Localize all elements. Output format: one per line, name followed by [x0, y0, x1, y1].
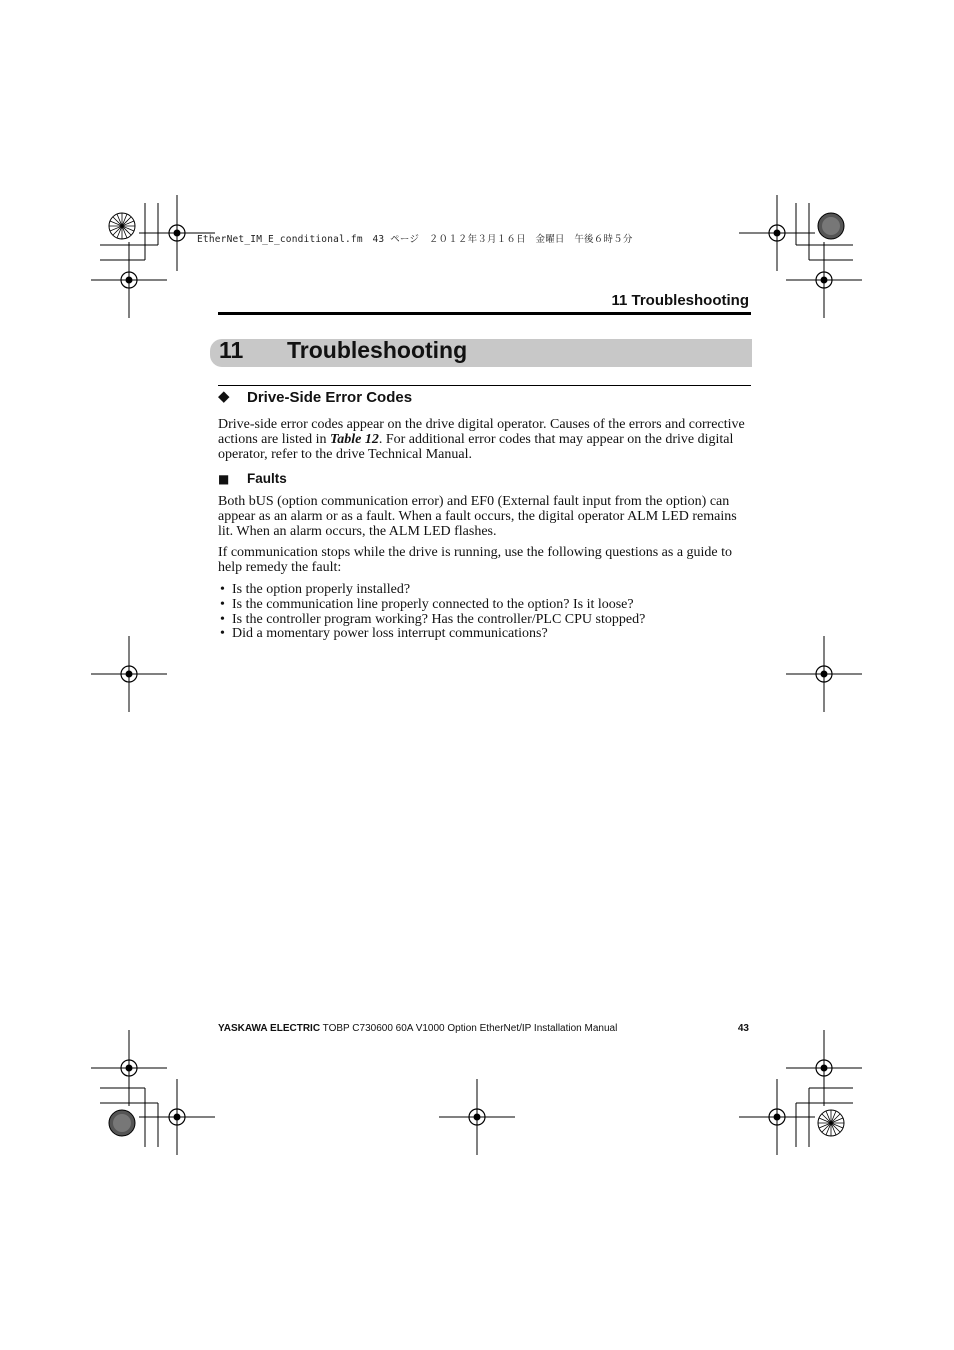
registration-sun-icon — [818, 1110, 844, 1136]
crosshair-icon — [91, 1030, 167, 1106]
intro-paragraph: Drive-side error codes appear on the drive digital operator. Causes of the errors and corrective actions are listed in Table 12. For additional error codes that may appear on the drive digital operator, refer to the drive Technical Manual. — [218, 417, 745, 462]
registration-sun-icon — [109, 213, 135, 239]
section-rule — [218, 385, 751, 386]
crosshair-icon — [139, 1079, 215, 1155]
guide-paragraph: If communication stops while the drive is running, use the following questions as a guide to help remedy the fault: — [218, 545, 733, 575]
header-rule — [218, 312, 751, 315]
chapter-title: Troubleshooting — [287, 337, 468, 363]
list-item: • Is the option properly installed? — [220, 582, 411, 597]
crosshair-icon — [739, 195, 815, 271]
footer-text — [218, 1023, 617, 1034]
crosshair-icon — [786, 636, 862, 712]
table-reference: Table 12 — [329, 431, 379, 447]
crosshair-icon — [91, 636, 167, 712]
crosshair-icon — [786, 1030, 862, 1106]
crosshair-icon — [739, 1079, 815, 1155]
registration-dark-icon — [818, 213, 844, 239]
registration-dark-icon — [109, 1110, 135, 1136]
crosshair-icon — [786, 242, 862, 318]
chapter-number: 11 — [219, 337, 244, 363]
list-item: • Did a momentary power loss interrupt communications? — [220, 626, 548, 642]
faults-paragraph: Both bUS (option communication error) and EF0 (External fault input from the option) can appear as an alarm or as a fault. When a fault occurs, the digital operator ALM LED remains lit. When an alarm occurs, the ALM LED flashes. — [218, 494, 737, 539]
footer-brand: YASKAWA ELECTRIC — [218, 1023, 321, 1034]
diamond-bullet-icon: ◆ — [218, 387, 230, 405]
square-bullet-icon: ■ — [218, 472, 230, 486]
page-number: 43 — [737, 1023, 749, 1034]
running-header: 11 Troubleshooting — [611, 292, 749, 309]
question-list — [218, 583, 753, 642]
section-title: Drive-Side Error Codes — [247, 389, 413, 406]
footer-manual-title: TOBP C730600 60A V1000 Option EtherNet/IP Installation Manual — [320, 1023, 618, 1034]
crosshair-icon — [439, 1079, 515, 1155]
subsection-title: Faults — [247, 471, 287, 486]
list-item: • Is the controller program working? Has the controller/PLC CPU stopped? — [220, 611, 646, 627]
list-item: • Is the communication line properly connected to the option? Is it loose? — [220, 596, 634, 612]
file-info-line: EtherNet_IM_E_conditional.fm 43 ページ ２０１２年３月１６日 金曜日 午後６時５分 — [197, 234, 633, 245]
crosshair-icon — [91, 242, 167, 318]
